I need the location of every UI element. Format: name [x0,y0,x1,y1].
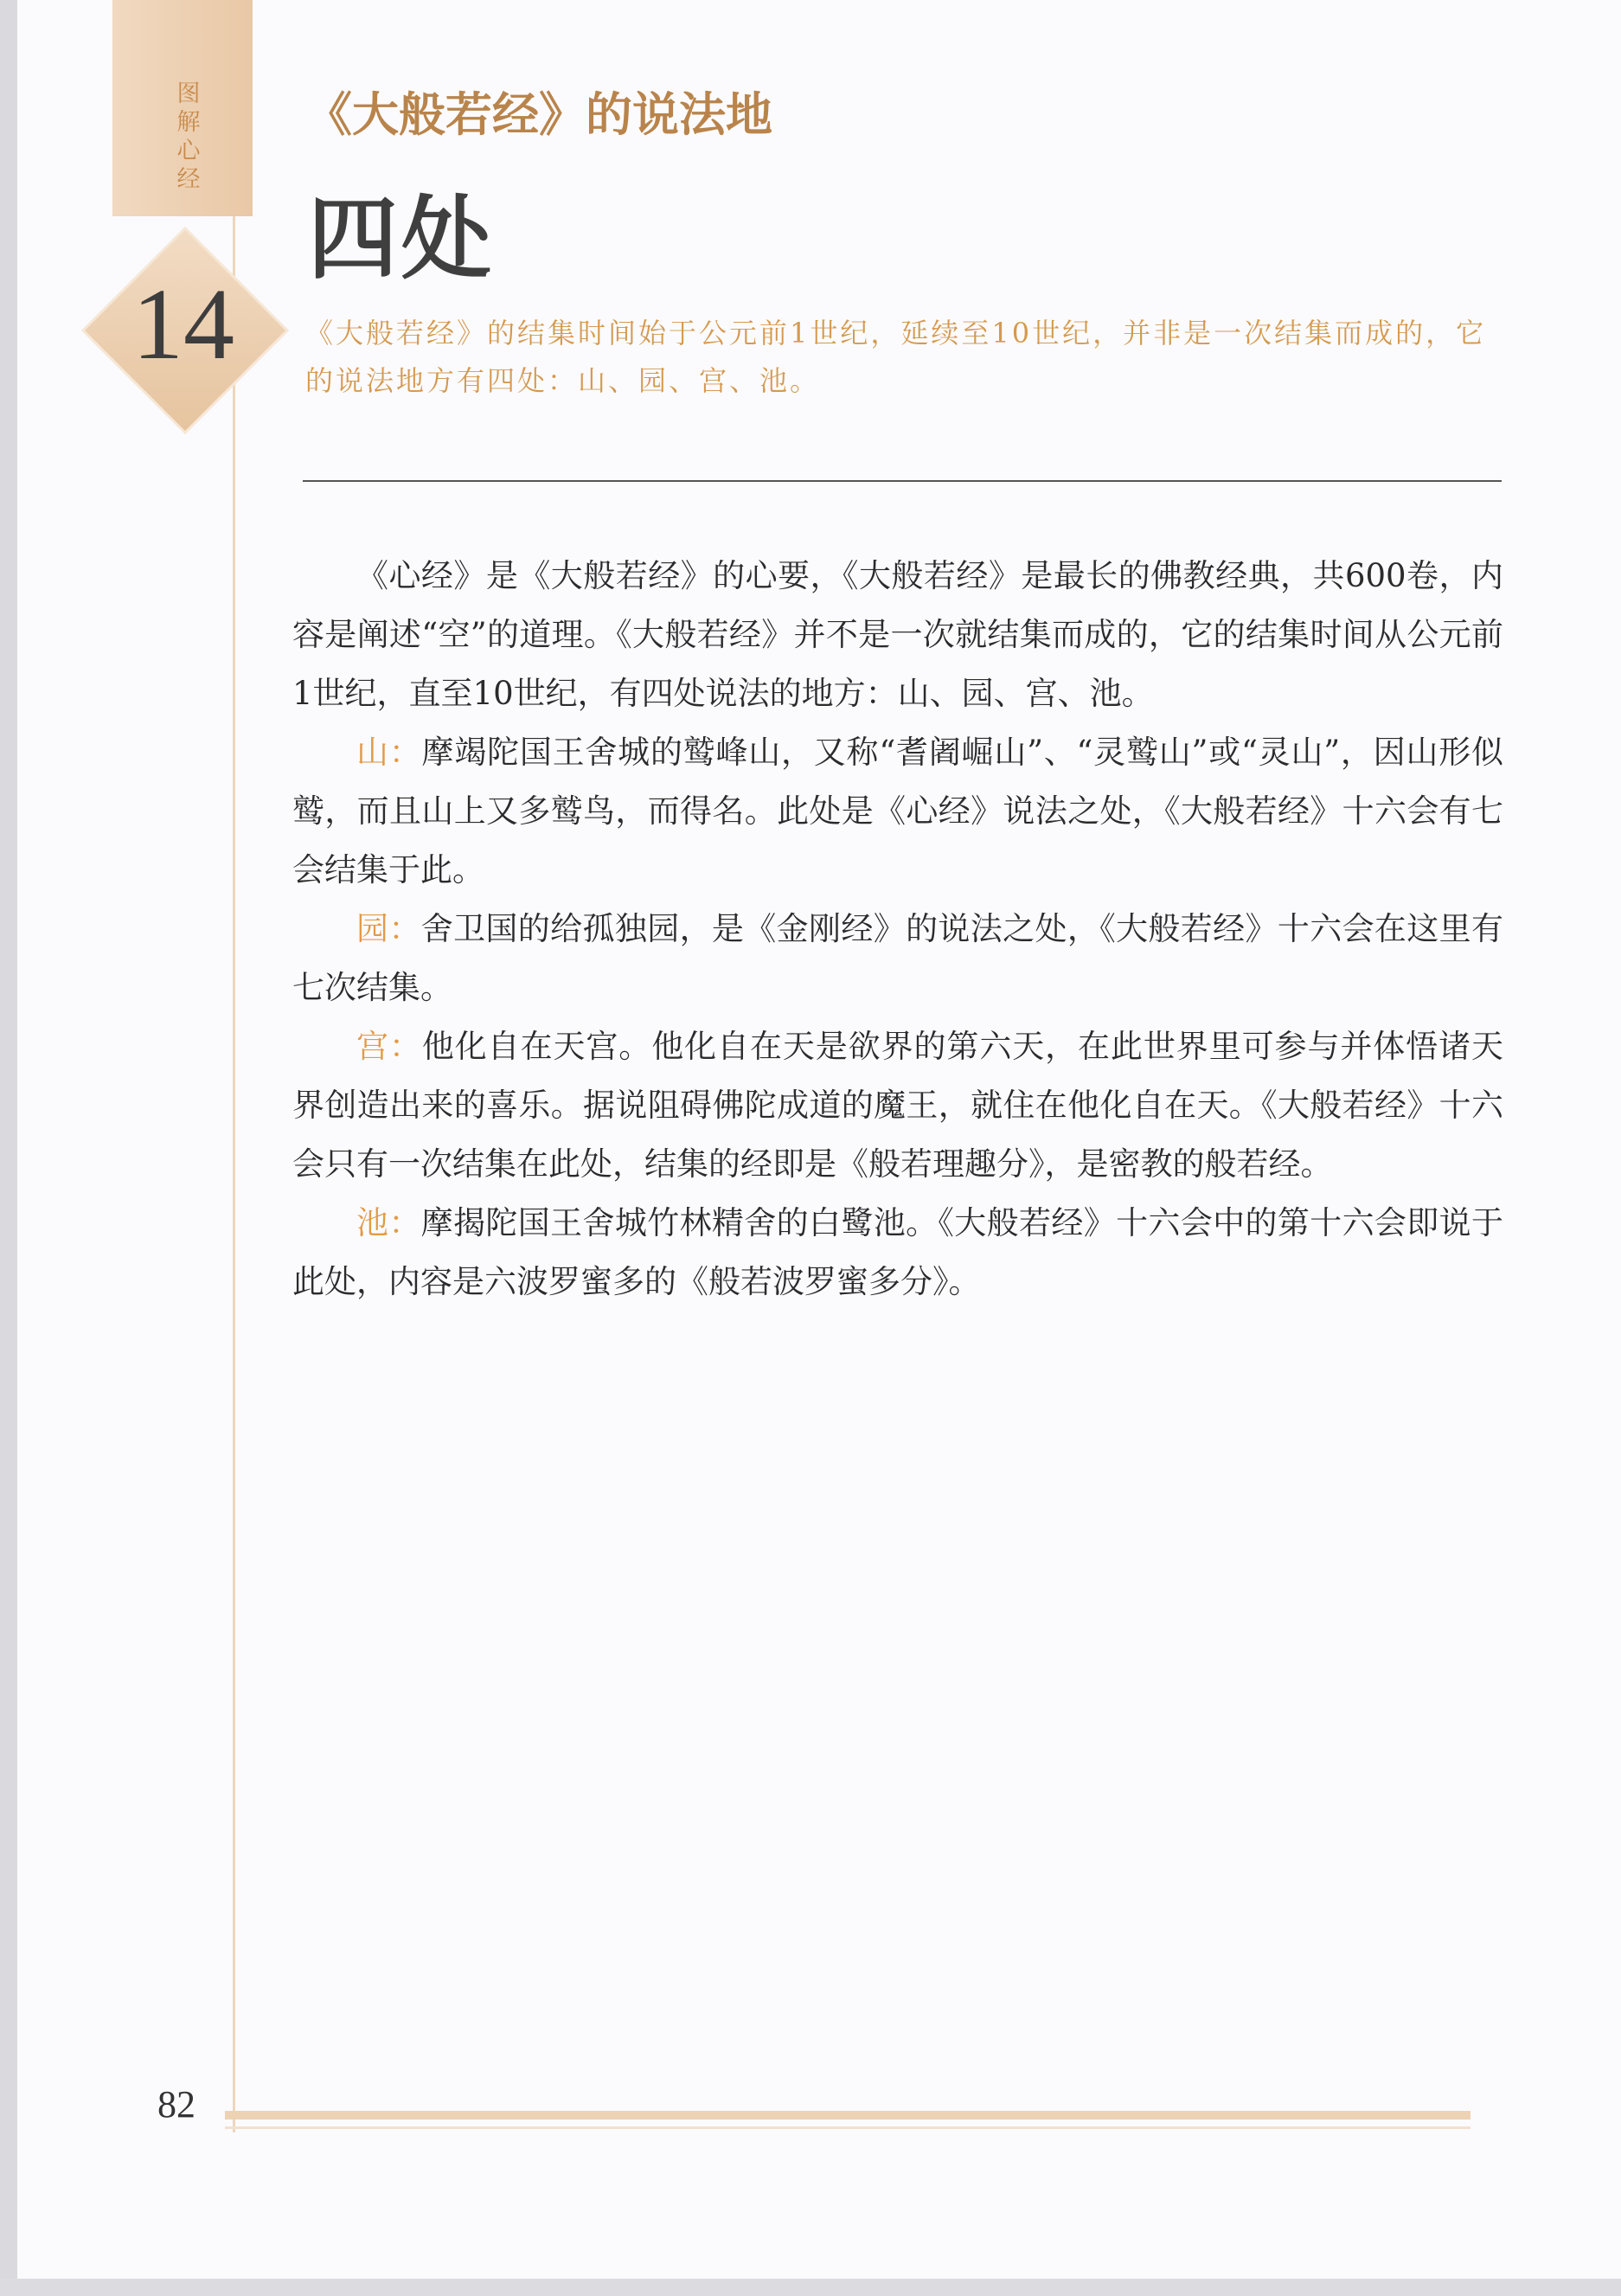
series-label [164,80,213,194]
section-summary: 《大般若经》的结集时间始于公元前1世纪，延续至10世纪，并非是一次结集而成的，它的说法地方有四处：山、园、宫、池。 [305,317,1487,397]
paragraph-label: 池： [356,1204,421,1241]
series-label-char: 心 [176,138,201,164]
paragraph-text: 摩竭陀国王舍城的鹫峰山，又称“耆阇崛山”、“灵鹫山”或“灵山”，因山形似鹫，而且山上又多鹫鸟，而得名。此处是《心经》说法之处，《大般若经》十六会有七会结集于此。 [292,734,1503,888]
book-page [17,0,1621,2279]
paragraph-text: 摩揭陀国王舍城竹林精舍的白鹭池。《大般若经》十六会中的第十六会即说于此处，内容是六波罗蜜多的《般若波罗蜜多分》。 [292,1204,1504,1300]
paragraph-label: 园： [356,910,421,947]
series-label-char: 图 [176,80,201,107]
paragraph-label: 宫： [356,1028,422,1065]
paragraph [292,723,1503,900]
paragraph [292,547,1503,723]
page-number: 82 [157,2083,195,2126]
chapter-number: 14 [132,267,234,381]
paragraph [292,1017,1503,1194]
side-line [233,216,235,2132]
paragraph [292,900,1503,1017]
paragraph [292,1194,1503,1312]
divider [303,480,1502,482]
section-kicker: 《大般若经》的说法地 [305,87,772,142]
paragraph-text: 舍卫国的给孤独园，是《金刚经》的说法之处，《大般若经》十六会在这里有七次结集。 [292,910,1504,1006]
series-label-char: 解 [176,109,201,136]
series-label-char: 经 [176,166,201,193]
paragraph-label: 山： [356,734,422,771]
scan-edge [0,2279,1621,2296]
footer-bar [225,2111,1470,2120]
paragraph-text: 他化自在天宫。他化自在天是欲界的第六天，在此世界里可参与并体悟诸天界创造出来的喜乐。据说阻碍佛陀成道的魔王，就住在他化自在天。《大般若经》十六会只有一次结集在此处，结集的经即是《般若理趣分》，是密教的般若经。 [292,1028,1504,1183]
footer-line [225,2126,1470,2129]
page-title: 四处 [308,185,496,292]
paragraph-text: 《心经》是《大般若经》的心要，《大般若经》是最长的佛教经典，共600卷，内容是阐述“空”的道理。《大般若经》并不是一次就结集而成的，它的结集时间从公元前1世纪，直至10世纪，有四处说法的地方：山、园、宫、池。 [292,557,1503,712]
body-text [292,547,1503,1312]
